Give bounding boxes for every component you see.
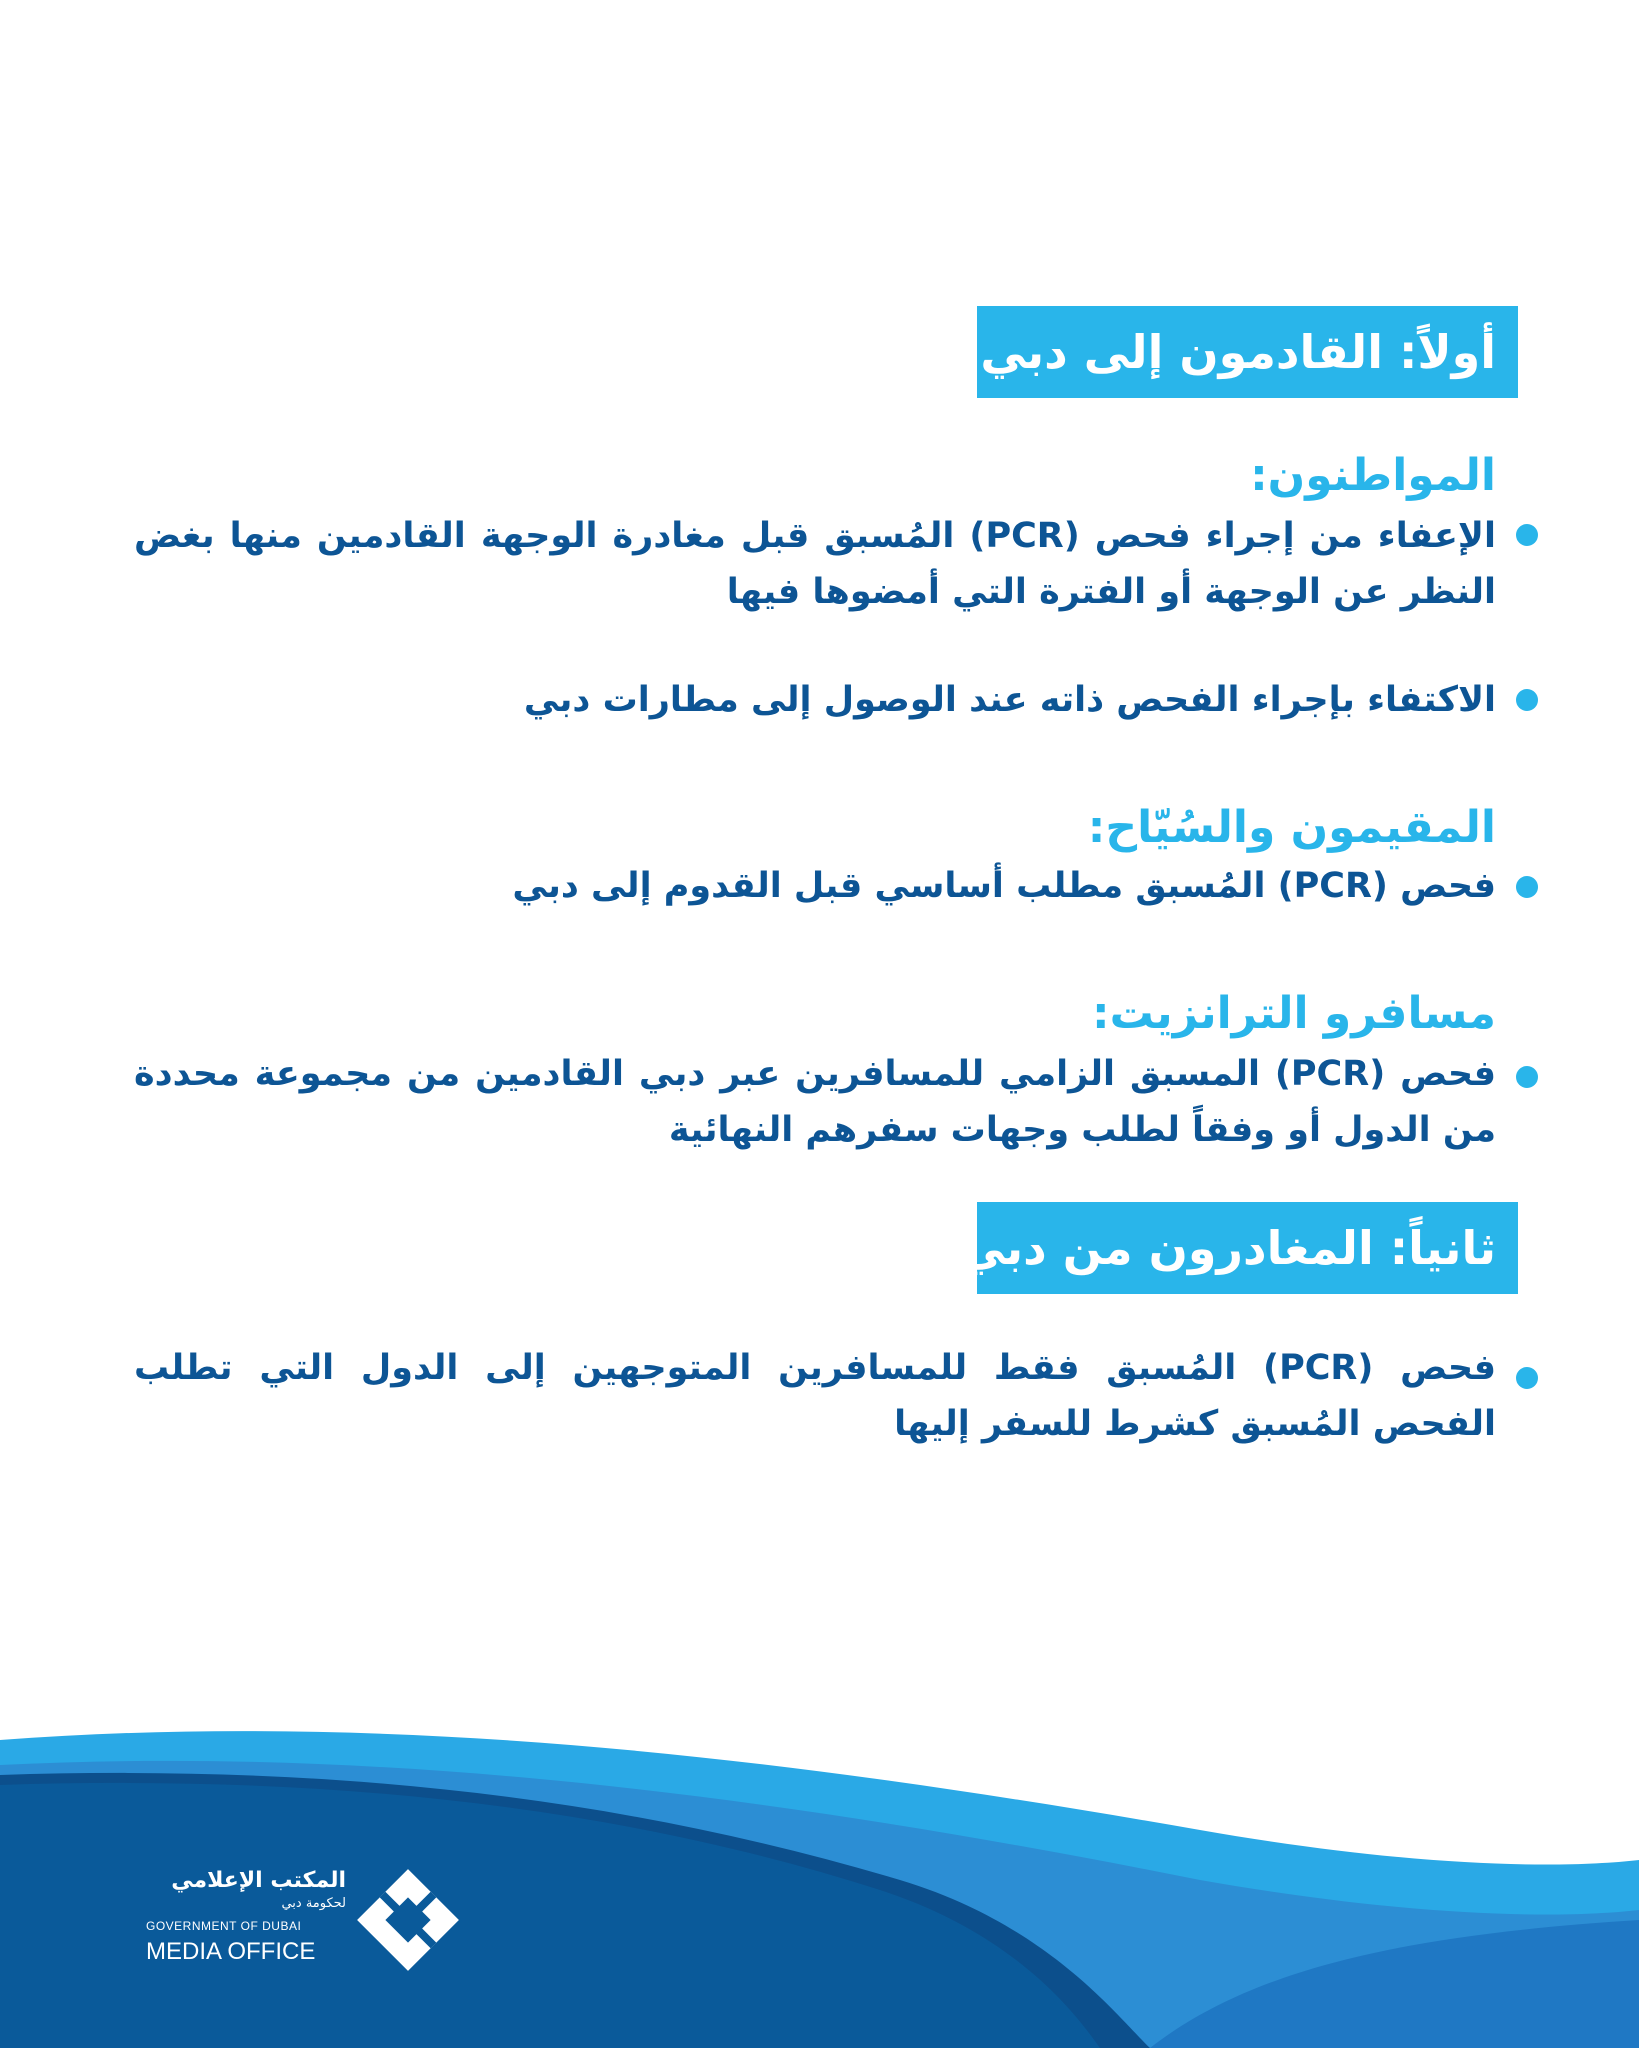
transit-heading: مسافرو الترانزيت: (1092, 988, 1496, 1039)
logo-english-line1: GOVERNMENT OF DUBAI (146, 1919, 302, 1933)
media-office-emblem-icon (356, 1868, 460, 1972)
bullet-dot (1516, 1066, 1538, 1088)
section2-title-banner: ثانياً: المغادرون من دبي (977, 1202, 1518, 1294)
bullet-dot (1516, 689, 1538, 711)
citizens-bullet-2: الاكتفاء بإجراء الفحص ذاته عند الوصول إلى مطارات دبي (523, 680, 1496, 720)
media-office-logo (146, 1868, 466, 1972)
residents-bullet-1: فحص (PCR) المُسبق مطلب أساسي قبل القدوم إلى دبي (512, 866, 1496, 906)
logo-arabic-subname: لحكومة دبي (281, 1896, 346, 1911)
bullet-dot (1516, 1367, 1538, 1389)
citizens-heading: المواطنون: (1250, 450, 1496, 501)
transit-bullet-1: فحص (PCR) المسبق الزامي للمسافرين عبر دبي القادمين من مجموعة محددة من الدول أو وفقاً لطلب وجهات سفرهم النهائية (134, 1054, 1496, 1150)
bullet-dot (1516, 524, 1538, 546)
citizens-bullet-1: الإعفاء من إجراء فحص (PCR) المُسبق قبل مغادرة الوجهة القادمين منها بغض النظر عن الوجهة أو الفترة التي أمضوها فيها (134, 516, 1496, 612)
section1-title-banner: أولاً: القادمون إلى دبي (977, 306, 1518, 398)
residents-heading: المقيمون والسُيّاح: (1087, 802, 1496, 853)
departing-bullet-1: فحص (PCR) المُسبق فقط للمسافرين المتوجهين إلى الدول التي تطلب الفحص المُسبق كشرط للسفر إليها (134, 1348, 1497, 1444)
bullet-dot (1516, 876, 1538, 898)
logo-arabic-name: المكتب الإعلامي (171, 1868, 346, 1893)
logo-english-line2: MEDIA OFFICE (146, 1938, 316, 1965)
